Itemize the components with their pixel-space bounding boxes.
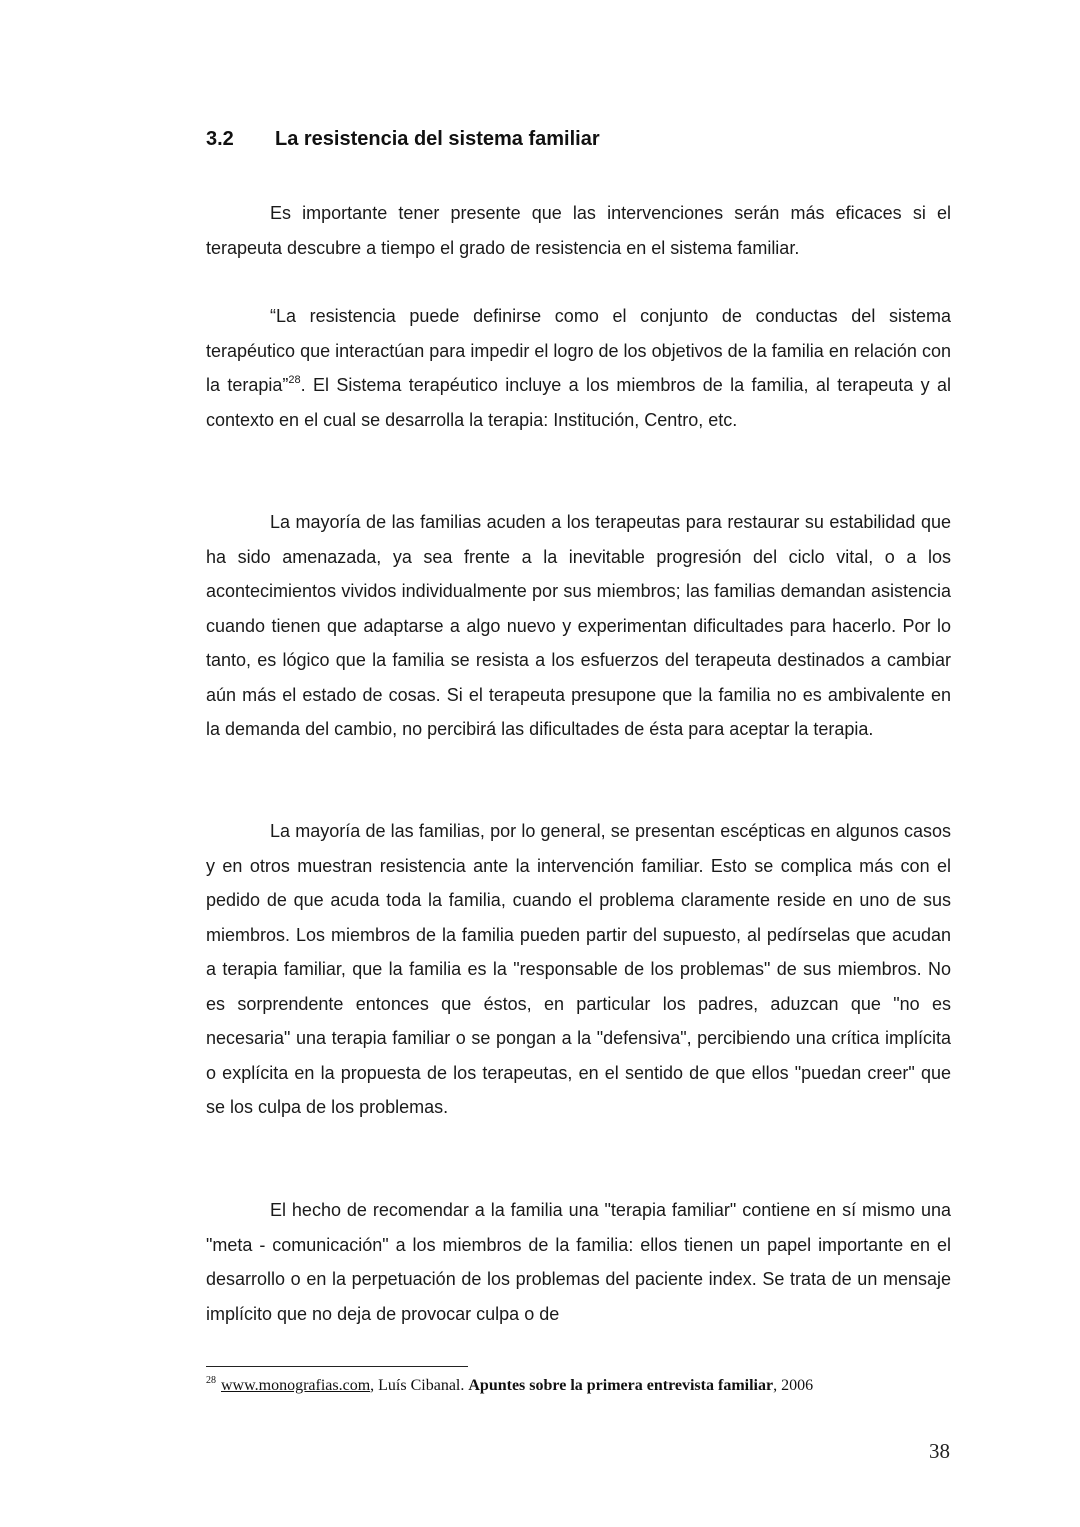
section-number: 3.2 bbox=[206, 128, 234, 150]
footnote-reference[interactable]: 28 bbox=[288, 374, 301, 386]
quote-text: “La resistencia puede definirse como el conjunto de conductas del sistema terapéutico que interactúan para impedir el logro de los objetivos de la familia en relación con la terapia” bbox=[206, 306, 951, 395]
paragraph-2 bbox=[206, 299, 951, 437]
footnote-link[interactable]: www.monografias.com bbox=[221, 1377, 371, 1394]
paragraph-text bbox=[206, 299, 951, 437]
footnote-title: Apuntes sobre la primera entrevista familiar bbox=[468, 1377, 774, 1394]
paragraph-text: La mayoría de las familias acuden a los terapeutas para restaurar su estabilidad que ha sido amenazada, ya sea frente a la inevitable progresión del ciclo vital, o a los acontecimientos vividos individualmente por sus miembros; las familias demandan asistencia cuando tienen que adaptarse a algo nuevo y experimentan dificultades para hacerlo. Por lo tanto, es lógico que la familia se resista a los esfuerzos del terapeuta destinados a cambiar aún más el estado de cosas. Si el terapeuta presupone que la familia no es ambivalente en la demanda del cambio, no percibirá las dificultades de ésta para aceptar la terapia. bbox=[206, 512, 951, 739]
paragraph-text: Es importante tener presente que las intervenciones serán más eficaces si el terapeuta descubre a tiempo el grado de resistencia en el sistema familiar. bbox=[206, 203, 951, 258]
paragraph-3 bbox=[206, 505, 951, 747]
section-title: La resistencia del sistema familiar bbox=[275, 128, 600, 150]
footnote-author: , Luís Cibanal. bbox=[370, 1377, 469, 1394]
footnote-divider bbox=[206, 1366, 468, 1367]
paragraph-4 bbox=[206, 814, 951, 1125]
paragraph-1 bbox=[206, 196, 951, 265]
section-heading bbox=[206, 128, 600, 151]
footnote-year: , 2006 bbox=[773, 1377, 814, 1394]
paragraph-continuation: . El Sistema terapéutico incluye a los miembros de la familia, al terapeuta y al contexto en el cual se desarrolla la terapia: Institución, Centro, etc. bbox=[206, 375, 951, 430]
paragraph-5 bbox=[206, 1193, 951, 1331]
page-number: 38 bbox=[929, 1439, 950, 1463]
paragraph-text: El hecho de recomendar a la familia una "terapia familiar" contiene en sí mismo una "meta - comunicación" a los miembros de la familia: ellos tienen un papel importante en el desarrollo o en la perpetuación de los problemas del paciente index. Se trata de un mensaje implícito que no deja de provocar culpa o de bbox=[206, 1200, 951, 1324]
paragraph-text: La mayoría de las familias, por lo general, se presentan escépticas en algunos casos y en otros muestran resistencia ante la intervención familiar. Esto se complica más con el pedido de que acuda toda la familia, cuando el problema claramente reside en uno de sus miembros. Los miembros de la familia pueden partir del supuesto, al pedírselas que acudan a terapia familiar, que la familia es la "responsable de los problemas" de sus miembros. No es sorprendente entonces que éstos, en particular los padres, aduzcan que "no es necesaria" una terapia familiar o se pongan a la "defensiva", percibiendo una crítica implícita o explícita en la propuesta de los terapeutas, en el sentido de que ellos "puedan creer" que se los culpa de los problemas. bbox=[206, 821, 951, 1117]
footnote bbox=[206, 1377, 813, 1395]
footnote-number: 28 bbox=[206, 1375, 216, 1386]
